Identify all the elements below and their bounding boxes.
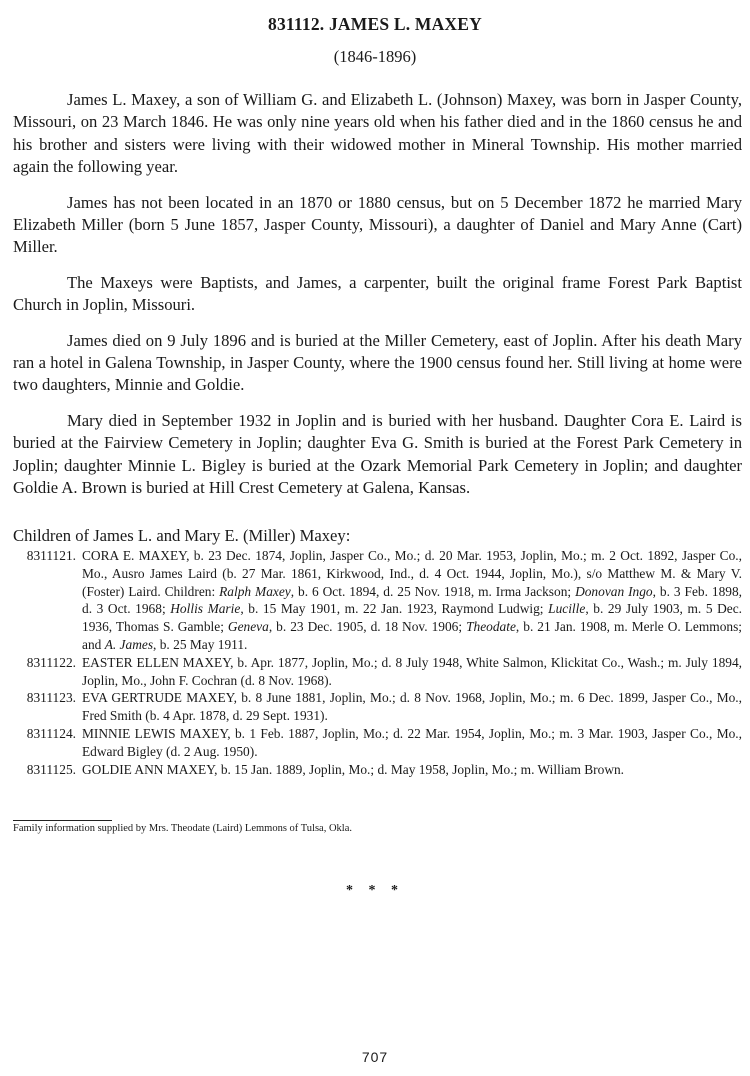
child-number: 8311121. bbox=[26, 548, 76, 563]
child-text-segment: , b. 21 Jan. 1908, m. Merle O. Lemmons; and bbox=[82, 619, 743, 652]
child-text-segment: EASTER ELLEN MAXEY, b. Apr. 1877, Joplin, Mo.; d. 8 July 1948, White Salmon, Klickitat Co., Wash.; m. July 1894, Joplin, Mo., John F. Cochran (d. 8 Nov. 1968). bbox=[82, 654, 742, 688]
footnote-rule bbox=[13, 820, 112, 821]
child-text-segment: , b. 23 Dec. 1905, d. 18 Nov. 1906; bbox=[268, 619, 467, 635]
child-entry bbox=[13, 725, 742, 761]
child-number: 8311124. bbox=[26, 725, 76, 741]
child-entry bbox=[13, 761, 742, 779]
page-title: 831112. JAMES L. MAXEY bbox=[268, 14, 482, 34]
child-text bbox=[82, 689, 742, 725]
biography-body bbox=[13, 89, 742, 513]
paragraph: The Maxeys were Baptists, and James, a carpenter, built the original frame Forest Park Baptist Church in Joplin, Missouri. bbox=[13, 272, 742, 315]
child-name-italic: Hollis Marie bbox=[170, 601, 241, 617]
life-dates: (1846-1896) bbox=[333, 47, 417, 66]
child-text bbox=[82, 761, 742, 779]
child-entry bbox=[13, 547, 742, 654]
child-entry bbox=[13, 654, 742, 690]
paragraph: James L. Maxey, a son of William G. and Elizabeth L. (Johnson) Maxey, was born in Jasper County, Missouri, on 23 March 1846. He was only nine years old when his father died and in the 1860 census he and his brother and sisters were living with their widowed mother in Mineral Township. His mother married again the following year. bbox=[13, 90, 742, 176]
child-text bbox=[82, 725, 742, 761]
child-text-segment: EVA GERTRUDE MAXEY, b. 8 June 1881, Joplin, Mo.; d. 8 Nov. 1968, Joplin, Mo.; m. 6 Dec. 1899, Jasper Co., Mo., Fred Smith (b. 4 Apr. 1878, d. 29 Sept. 1931). bbox=[82, 690, 742, 724]
child-name-italic: Geneva bbox=[227, 619, 269, 635]
children-list bbox=[13, 547, 742, 778]
paragraph: Mary died in September 1932 in Joplin and is buried with her husband. Daughter Cora E. Laird is buried at the Fairview Cemetery in Joplin; daughter Eva G. Smith is buried at the Forest Park Cemetery in Joplin; daughter Minnie L. Bigley is buried at the Ozark Memorial Park Cemetery in Joplin; and daughter Goldie A. Brown is buried at Hill Crest Cemetery at Galena, Kansas. bbox=[13, 411, 742, 498]
child-number: 8311123. bbox=[26, 690, 76, 706]
child-name-italic: A. James bbox=[104, 636, 154, 652]
child-number: 8311125. bbox=[26, 761, 76, 777]
child-entry bbox=[13, 689, 742, 725]
child-text bbox=[82, 654, 742, 690]
child-text-segment: , b. 25 May 1911. bbox=[153, 636, 248, 652]
page-number: 707 bbox=[361, 1049, 389, 1065]
child-name-italic: Theodate bbox=[466, 619, 516, 635]
paragraph: James died on 9 July 1896 and is buried at the Miller Cemetery, east of Joplin. After his death Mary ran a hotel in Galena Township, in Jasper County, where the 1900 census found her. Still living at home were two daughters, Minnie and Goldie. bbox=[13, 330, 742, 395]
child-text-segment: MINNIE LEWIS MAXEY, b. 1 Feb. 1887, Joplin, Mo.; d. 22 Mar. 1954, Joplin, Mo.; m. 3 Mar. 1903, Jasper Co., Mo., Edward Bigley (d. 2 Aug. 1950). bbox=[82, 725, 742, 759]
child-text-segment: GOLDIE ANN MAXEY, b. 15 Jan. 1889, Joplin, Mo.; d. May 1958, Joplin, Mo.; m. William Brown. bbox=[82, 761, 625, 777]
child-text-segment: , b. 3 Feb. 1898, d. 3 Oct. 1968; bbox=[82, 583, 743, 617]
child-text bbox=[82, 547, 742, 654]
child-name-italic: Lucille bbox=[548, 601, 586, 617]
child-number: 8311122. bbox=[26, 654, 76, 670]
child-name-italic: Donovan Ingo bbox=[575, 583, 653, 599]
section-separator: * * * bbox=[346, 883, 404, 898]
child-name-italic: Ralph Maxey bbox=[219, 583, 291, 599]
footnote: Family information supplied by Mrs. Theodate (Laird) Lemmons of Tulsa, Okla. bbox=[13, 823, 352, 834]
child-text-segment: , b. 29 July 1903, m. 5 Dec. 1936, Thomas S. Gamble; bbox=[82, 601, 743, 635]
child-text-segment: , b. 15 May 1901, m. 22 Jan. 1923, Raymond Ludwig; bbox=[240, 601, 549, 617]
child-text-segment: CORA E. MAXEY, b. 23 Dec. 1874, Joplin, Jasper Co., Mo.; d. 20 Mar. 1953, Joplin, Mo.; m. 2 Oct. 1892, Jasper Co., Mo., Ausro James Laird (b. 27 Mar. 1861, Kirkwood, Ind., d. 4 Oct. 1944, Joplin, Mo.), s/o Matthew M. & Mary V. (Foster) Laird. Children: bbox=[82, 548, 742, 599]
children-heading: Children of James L. and Mary E. (Miller) Maxey: bbox=[13, 526, 351, 545]
paragraph: James has not been located in an 1870 or 1880 census, but on 5 December 1872 he married Mary Elizabeth Miller (born 5 June 1857, Jasper County, Missouri), a daughter of Daniel and Mary Anne (Cart) Miller. bbox=[13, 192, 742, 257]
child-text-segment: , b. 6 Oct. 1894, d. 25 Nov. 1918, m. Irma Jackson; bbox=[290, 583, 576, 599]
